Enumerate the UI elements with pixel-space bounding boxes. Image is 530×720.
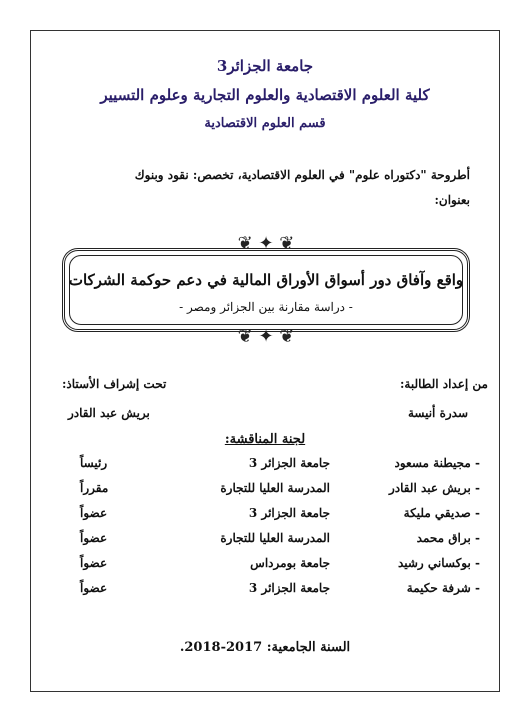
member-institution: جامعة بومرداس [250, 556, 330, 570]
member-institution: جامعة الجزائر 3 [248, 456, 330, 470]
member-role: مقرراً [80, 481, 109, 495]
table-row [80, 556, 480, 578]
prepared-by-label: من إعداد الطالبة: [399, 377, 488, 391]
university-name: جامعة الجزائر3 [216, 57, 314, 75]
academic-year: السنة الجامعية: 2017-2018. [179, 640, 351, 655]
faculty-name: كلية العلوم الاقتصادية والعلوم التجارية وعلوم التسيير [100, 86, 430, 104]
member-name: - صديقي مليكة [403, 506, 480, 520]
title-label: بعنوان: [434, 193, 470, 207]
student-name: سدرة أنيسة [407, 406, 468, 420]
member-institution: المدرسة العليا للتجارة [220, 531, 330, 545]
title-ornament-frame [62, 233, 470, 347]
member-role: عضواً [80, 531, 108, 545]
member-institution: المدرسة العليا للتجارة [220, 481, 330, 495]
table-row [80, 531, 480, 553]
thesis-subtitle: - دراسة مقارنة بين الجزائر ومصر - [179, 300, 353, 314]
member-name: - براق محمد [416, 531, 480, 545]
member-institution: جامعة الجزائر 3 [248, 581, 330, 595]
committee-title: لجنة المناقشة: [224, 432, 306, 447]
table-row [80, 506, 480, 528]
thesis-title: واقع وآفاق دور أسواق الأوراق المالية في دعم حوكمة الشركات [68, 271, 464, 289]
ornament-bottom-icon: ❦ ✦ ❦ [237, 326, 295, 347]
member-name: - شرفة حكيمة [406, 581, 480, 595]
member-role: عضواً [80, 556, 108, 570]
table-row [80, 581, 480, 603]
thesis-type: أطروحة "دكتوراه علوم" في العلوم الاقتصادية، تخصص: نقود وبنوك [134, 168, 470, 182]
member-role: رئيساً [80, 456, 108, 470]
member-name: - بريش عبد القادر [388, 481, 480, 495]
member-role: عضواً [80, 506, 108, 520]
supervisor-name: بريش عبد القادر [68, 406, 150, 420]
member-institution: جامعة الجزائر 3 [248, 506, 330, 520]
supervisor-label: تحت إشراف الأستاذ: [62, 377, 167, 391]
department-name: قسم العلوم الاقتصادية [204, 116, 326, 131]
member-role: عضواً [80, 581, 108, 595]
table-row [80, 456, 480, 478]
ornament-top-icon: ❦ ✦ ❦ [237, 233, 295, 254]
table-row [80, 481, 480, 503]
member-name: - مجيطنة مسعود [394, 456, 480, 470]
member-name: - بوكساني رشيد [397, 556, 480, 570]
